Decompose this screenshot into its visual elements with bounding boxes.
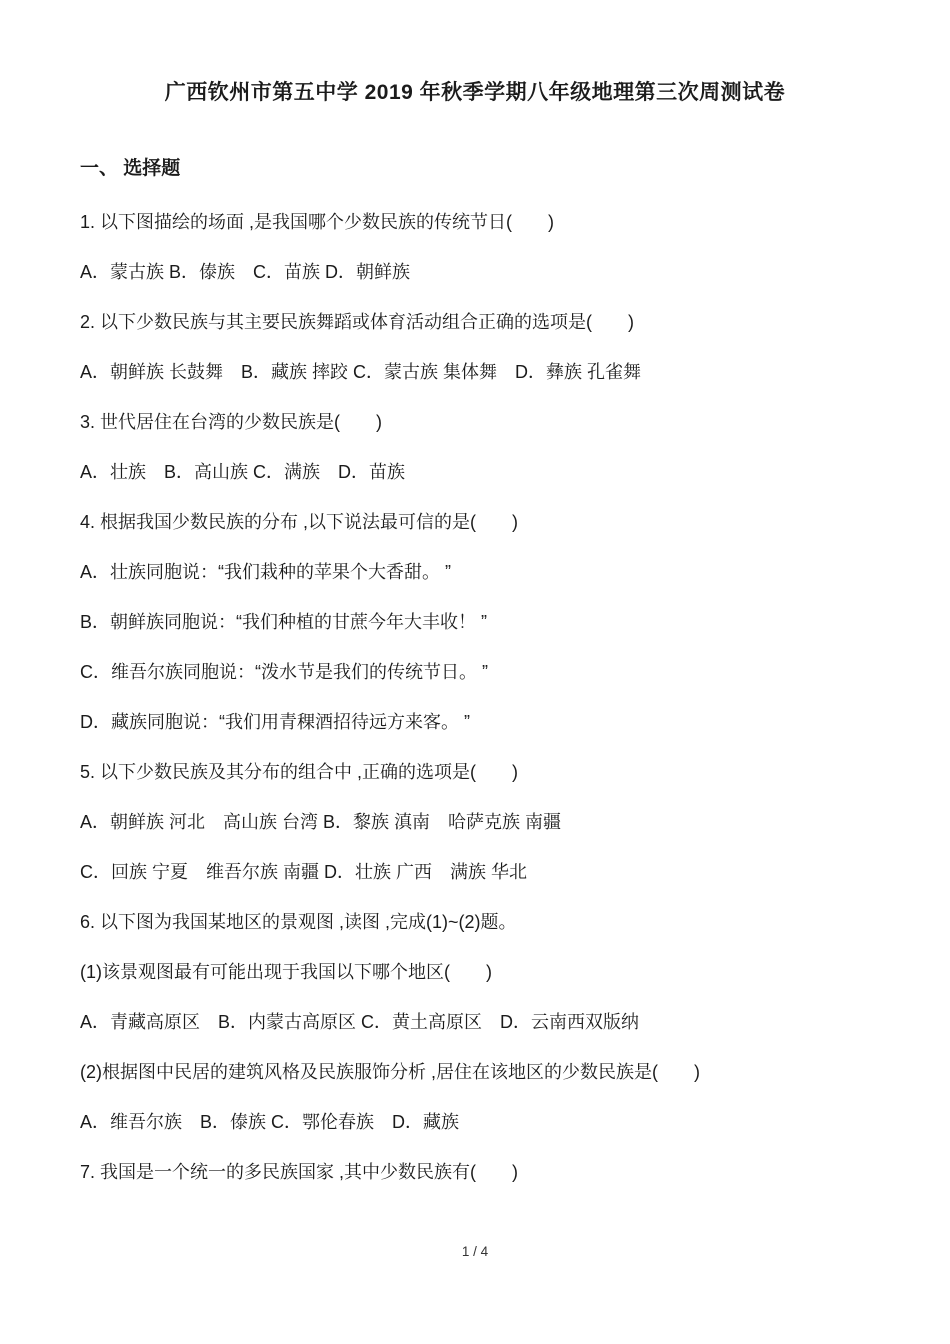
question-line: D．藏族同胞说：“我们用青稞酒招待远方来客。 ”	[80, 712, 470, 732]
question-line: A．朝鲜族 河北 高山族 台湾 B．黎族 滇南 哈萨克族 南疆	[80, 812, 562, 832]
question-line: 3. 世代居住在台湾的少数民族是( )	[80, 412, 382, 432]
question-line: C．维吾尔族同胞说：“泼水节是我们的传统节日。 ”	[80, 662, 488, 682]
question-line: 5. 以下少数民族及其分布的组合中 ,正确的选项是( )	[80, 762, 519, 782]
question-line: A．蒙古族 B．傣族 C．苗族 D．朝鲜族	[80, 262, 411, 282]
page-number: 1 / 4	[461, 1244, 489, 1259]
question-list	[80, 197, 870, 1197]
question-line: A．壮族 B．高山族 C．满族 D．苗族	[80, 462, 406, 482]
question-line: A．壮族同胞说：“我们栽种的苹果个大香甜。 ”	[80, 562, 451, 582]
question-line: 4. 根据我国少数民族的分布 ,以下说法最可信的是( )	[80, 512, 519, 532]
question-line: 6. 以下图为我国某地区的景观图 ,读图 ,完成(1)~(2)题。	[80, 912, 517, 932]
question-line: (1)该景观图最有可能出现于我国以下哪个地区( )	[80, 962, 492, 982]
question-line: (2)根据图中民居的建筑风格及民族服饰分析 ,居住在该地区的少数民族是( )	[80, 1062, 700, 1082]
section-heading: 一、 选择题	[80, 158, 181, 179]
question-line: C．回族 宁夏 维吾尔族 南疆 D．壮族 广西 满族 华北	[80, 862, 528, 882]
question-line: A．青藏高原区 B．内蒙古高原区 C．黄土高原区 D．云南西双版纳	[80, 1012, 640, 1032]
question-line: 2. 以下少数民族与其主要民族舞蹈或体育活动组合正确的选项是( )	[80, 312, 634, 332]
question-line: A．维吾尔族 B．傣族 C．鄂伦春族 D．藏族	[80, 1112, 460, 1132]
page-title: 广西钦州市第五中学 2019 年秋季学期八年级地理第三次周测试卷	[164, 81, 786, 104]
question-line: 7. 我国是一个统一的多民族国家 ,其中少数民族有( )	[80, 1162, 519, 1182]
question-line: 1. 以下图描绘的场面 ,是我国哪个少数民族的传统节日( )	[80, 212, 555, 232]
question-line: B．朝鲜族同胞说：“我们种植的甘蔗今年大丰收！ ”	[80, 612, 487, 632]
question-line: A．朝鲜族 长鼓舞 B．藏族 摔跤 C．蒙古族 集体舞 D．彝族 孔雀舞	[80, 362, 642, 382]
